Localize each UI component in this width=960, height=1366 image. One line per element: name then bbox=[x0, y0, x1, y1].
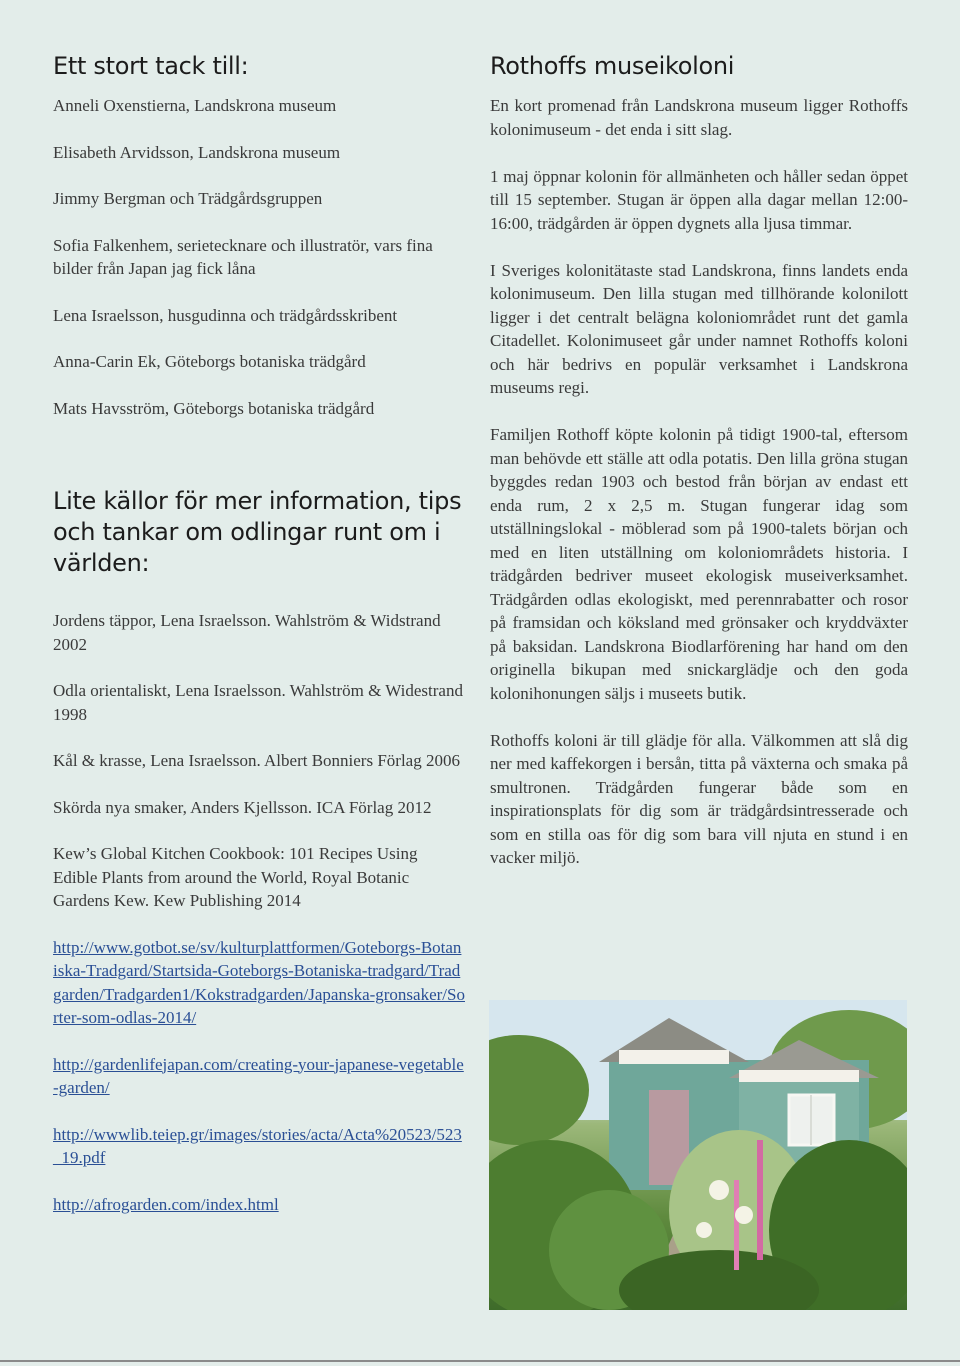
source-item: Jordens täppor, Lena Israelsson. Wahlström & Widstrand 2002 bbox=[53, 611, 441, 654]
page-bottom-rule bbox=[0, 1360, 960, 1362]
link-afrogarden[interactable]: http://afrogarden.com/index.html bbox=[53, 1194, 279, 1214]
thanks-list bbox=[53, 94, 465, 420]
link-gotbot[interactable]: http://www.gotbot.se/sv/kulturplattformen/Goteborgs-Botaniska-Tradgard/Startsida-Goteborgs-Botaniska-tradgard/Tradgarden/Tradgarden1/Kokstradgarden/Japanska-gronsaker/Sorter-som-odlas-2014/ bbox=[53, 937, 465, 1027]
article-paragraph: 1 maj öppnar kolonin för allmänheten och håller sedan öppet till 15 september. Stugan är öppen alla dagar mellan 12:00-16:00, trädgården är öppen dygnets alla ljusa timmar. bbox=[490, 166, 908, 233]
source-item: Kål & krasse, Lena Israelsson. Albert Bonniers Förlag 2006 bbox=[53, 751, 460, 770]
article-paragraph: Rothoffs koloni är till glädje för alla. Välkommen att slå dig ner med kaffekorgen i bersån, titta på växterna och smaka på smultronen. Trädgården fungerar både som en inspirationsplats för dig som är trädgårdsintresserade och som en stilla oas för dig som bara vill njuta en stund i en vacker miljö. bbox=[490, 730, 908, 867]
thanks-item: Anna-Carin Ek, Göteborgs botaniska trädgård bbox=[53, 352, 366, 371]
article-paragraph: Familjen Rothoff köpte kolonin på tidigt 1900-tal, eftersom man behövde ett ställe att odla potatis. Den lilla gröna stugan byggdes redan 1903 och bestod från början av endast ett enda rum, 2 x 2,5 m. Stugan fungerar idag som utställningslokal - möblerad som på 1900-talets början och med en liten utställning om koloniområdets historia. I trädgården bedriver museet ekologisk museiverksamhet. Trädgården odlas ekologiskt, med perennrabatter och rosor på framsidan och köksland med grönsaker och kryddväxter på baksidan. Landskrona Biodlarförening har hand om den originella bikupan med snickarglädje och den goda kolonihonungen säljs i museets butik. bbox=[490, 425, 908, 703]
source-item: Skörda nya smaker, Anders Kjellsson. ICA Förlag 2012 bbox=[53, 797, 432, 817]
source-item: Odla orientaliskt, Lena Israelsson. Wahlström & Widestrand 1998 bbox=[53, 681, 463, 724]
sources-title: Lite källor för mer information, tips och tankar om odlingar runt om i världen: bbox=[53, 487, 462, 577]
thanks-item: Anneli Oxenstierna, Landskrona museum bbox=[53, 96, 337, 115]
left-column bbox=[53, 50, 465, 1239]
source-item: Kew’s Global Kitchen Cookbook: 101 Recipes Using Edible Plants from around the World, Royal Botanic Gardens Kew. Kew Publishing 2014 bbox=[53, 844, 418, 910]
thanks-item: Sofia Falkenhem, serietecknare och illustratör, vars fina bilder från Japan jag fick låna bbox=[53, 235, 433, 278]
article-body bbox=[490, 94, 908, 870]
thanks-item: Elisabeth Arvidsson, Landskrona museum bbox=[53, 142, 341, 162]
article-paragraph: En kort promenad från Landskrona museum ligger Rothoffs kolonimuseum - det enda i sitt slag. bbox=[490, 96, 908, 139]
thanks-item: Mats Havsström, Göteborgs botaniska trädgård bbox=[53, 398, 375, 418]
sources-list bbox=[53, 609, 465, 913]
garden-cottage-photo bbox=[489, 1000, 907, 1310]
article-title: Rothoffs museikoloni bbox=[490, 52, 735, 80]
links-list bbox=[53, 936, 465, 1217]
thanks-item: Jimmy Bergman och Trädgårdsgruppen bbox=[53, 189, 323, 208]
right-column bbox=[490, 50, 908, 893]
link-gardenlifejapan[interactable]: http://gardenlifejapan.com/creating-your-japanese-vegetable-garden/ bbox=[53, 1054, 464, 1097]
article-paragraph: I Sveriges kolonitätaste stad Landskrona, finns landets enda kolonimuseum. Den lilla stugan med tillhörande kolonilott ligger i det centralt belägna koloniområdet runt det gamla Citadellet. Kolonimuseet går under namnet Rothoffs koloni och här bedrivs en populär verksamhet i Landskrona museums regi. bbox=[490, 260, 908, 397]
link-teiep[interactable]: http://wwwlib.teiep.gr/images/stories/acta/Acta%20523/523_19.pdf bbox=[53, 1124, 462, 1167]
thanks-title: Ett stort tack till: bbox=[53, 52, 249, 80]
thanks-item: Lena Israelsson, husgudinna och trädgårdsskribent bbox=[53, 305, 398, 325]
garden-cottage-illustration bbox=[489, 1000, 907, 1310]
